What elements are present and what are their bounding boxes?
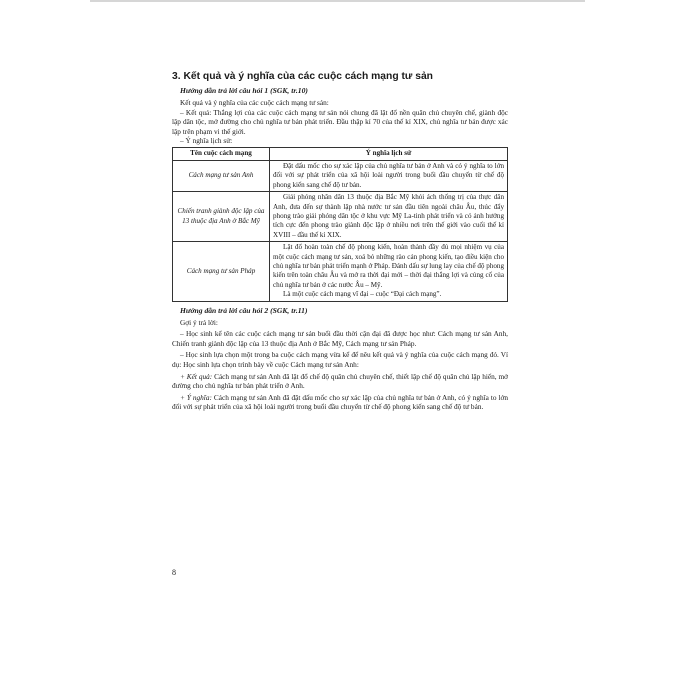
q2-paragraph-1: – Học sinh kể tên các cuộc cách mạng tư sản buổi đầu thời cận đại đã được học như: Cách mạng tư sản Anh, Chiến tranh giành độc lập của 13 thuộc địa Anh ở Bắc Mỹ, Cách mạng tư sản Pháp. — [172, 329, 508, 348]
page-number: 8 — [172, 568, 176, 577]
history-meaning-table — [172, 147, 508, 302]
q2-meaning — [172, 393, 508, 412]
table-row — [173, 242, 508, 301]
q2-result — [172, 372, 508, 391]
q2-meaning-text: Cách mạng tư sản Anh đã đặt dấu mốc cho sự xác lập của chủ nghĩa tư bản ở Anh, có ý nghĩa to lớn đối với sự phát triển của xã hội loài người trong buổi đầu chuyển từ chế độ phong kiến sang chế độ tư bản. — [172, 392, 508, 412]
q1-result — [172, 108, 508, 137]
q2-result-label: + Kết quả: — [180, 371, 213, 381]
revolution-name: Cách mạng tư sản Pháp — [173, 242, 270, 301]
meaning-paragraph: Là một cuộc cách mạng vĩ đại – cuộc “Đại cách mạng”. — [283, 290, 442, 299]
table-row — [173, 160, 508, 191]
question-2-heading: Hướng dẫn trả lời câu hỏi 2 (SGK, tr.11) — [180, 305, 308, 315]
q1-result-label: – Kết quả: — [180, 107, 212, 117]
q1-intro: Kết quả và ý nghĩa của các cuộc cách mạng tư sản: — [180, 98, 329, 107]
table-row — [173, 192, 508, 242]
q2-hint: Gợi ý trả lời: — [180, 317, 218, 327]
q2-result-text: Cách mạng tư sản Anh đã lật đổ chế độ quân chủ chuyên chế, thiết lập chế độ quân chủ lập hiến, mở đường cho chủ nghĩa tư bản phát triển ở Anh. — [172, 371, 508, 391]
document-page — [172, 70, 508, 412]
section-title: 3. Kết quả và ý nghĩa của các cuộc cách mạng tư sản — [172, 71, 433, 82]
table-header-meaning: Ý nghĩa lịch sử — [270, 147, 508, 160]
meaning-paragraph: Lật đổ hoàn toàn chế độ phong kiến, hoàn thành đầy đủ mọi nhiệm vụ của một cuộc cách mạng tư sản, xoá bỏ những rào cản phong kiến, tạo điều kiện cho chủ nghĩa tư bản phát triển mạnh ở Pháp. Đánh dấu sự lung lay của chế độ phong kiến trên toàn châu Âu và mở ra thời đại mới – thời đại thắng lợi và củng cố của chủ nghĩa tư bản ở các nước Âu – Mỹ. — [273, 243, 504, 289]
revolution-name: Chiến tranh giành độc lập của 13 thuộc địa Anh ở Bắc Mỹ — [173, 192, 270, 242]
q2-meaning-label: + Ý nghĩa: — [180, 392, 212, 402]
revolution-meaning — [270, 242, 508, 301]
table-header-row — [173, 147, 508, 160]
question-1-heading: Hướng dẫn trả lời câu hỏi 1 (SGK, tr.10) — [180, 86, 308, 95]
q1-result-text: Thắng lợi của các cuộc cách mạng tư sản nói chung đã lật đổ nền quân chủ chuyên chế, giành độc lập dân tộc, mở đường cho chủ nghĩa tư bản phát triển. Đầu thập kỉ 70 của thế kỉ XIX, chủ nghĩa tư bản được xác lập trên phạm vi thế giới. — [172, 107, 508, 136]
table-header-name: Tên cuộc cách mạng — [173, 147, 270, 160]
revolution-meaning — [270, 192, 508, 242]
meaning-paragraph: Giải phóng nhân dân 13 thuộc địa Bắc Mỹ khỏi ách thống trị của thực dân Anh, đưa đến sự thành lập nhà nước tư sản đầu tiên ngoài châu Âu, thúc đẩy phong trào giải phóng dân tộc ở khu vực Mỹ La-tinh phát triển và có ảnh hưởng tích cực đến phong trào giành độc lập ở nhiều nơi trên thế giới vào cuối thế kỉ XVIII – đầu thế kỉ XIX. — [273, 193, 504, 239]
revolution-name: Cách mạng tư sản Anh — [173, 160, 270, 191]
revolution-meaning — [270, 160, 508, 191]
q2-paragraph-2: – Học sinh lựa chọn một trong ba cuộc cách mạng vừa kể để nêu kết quả và ý nghĩa của cuộc cách mạng đó. Ví dụ: Học sinh lựa chọn trình bày về cuộc Cách mạng tư sản Anh: — [172, 350, 508, 370]
q1-meaning-intro: – Ý nghĩa lịch sử: — [180, 136, 233, 146]
top-border — [90, 0, 585, 2]
meaning-paragraph: Đặt dấu mốc cho sự xác lập của chủ nghĩa tư bản ở Anh và có ý nghĩa to lớn đối với sự phát triển của xã hội loài người trong buổi đầu chuyển từ chế độ phong kiến sang chế độ tư bản. — [273, 161, 504, 189]
